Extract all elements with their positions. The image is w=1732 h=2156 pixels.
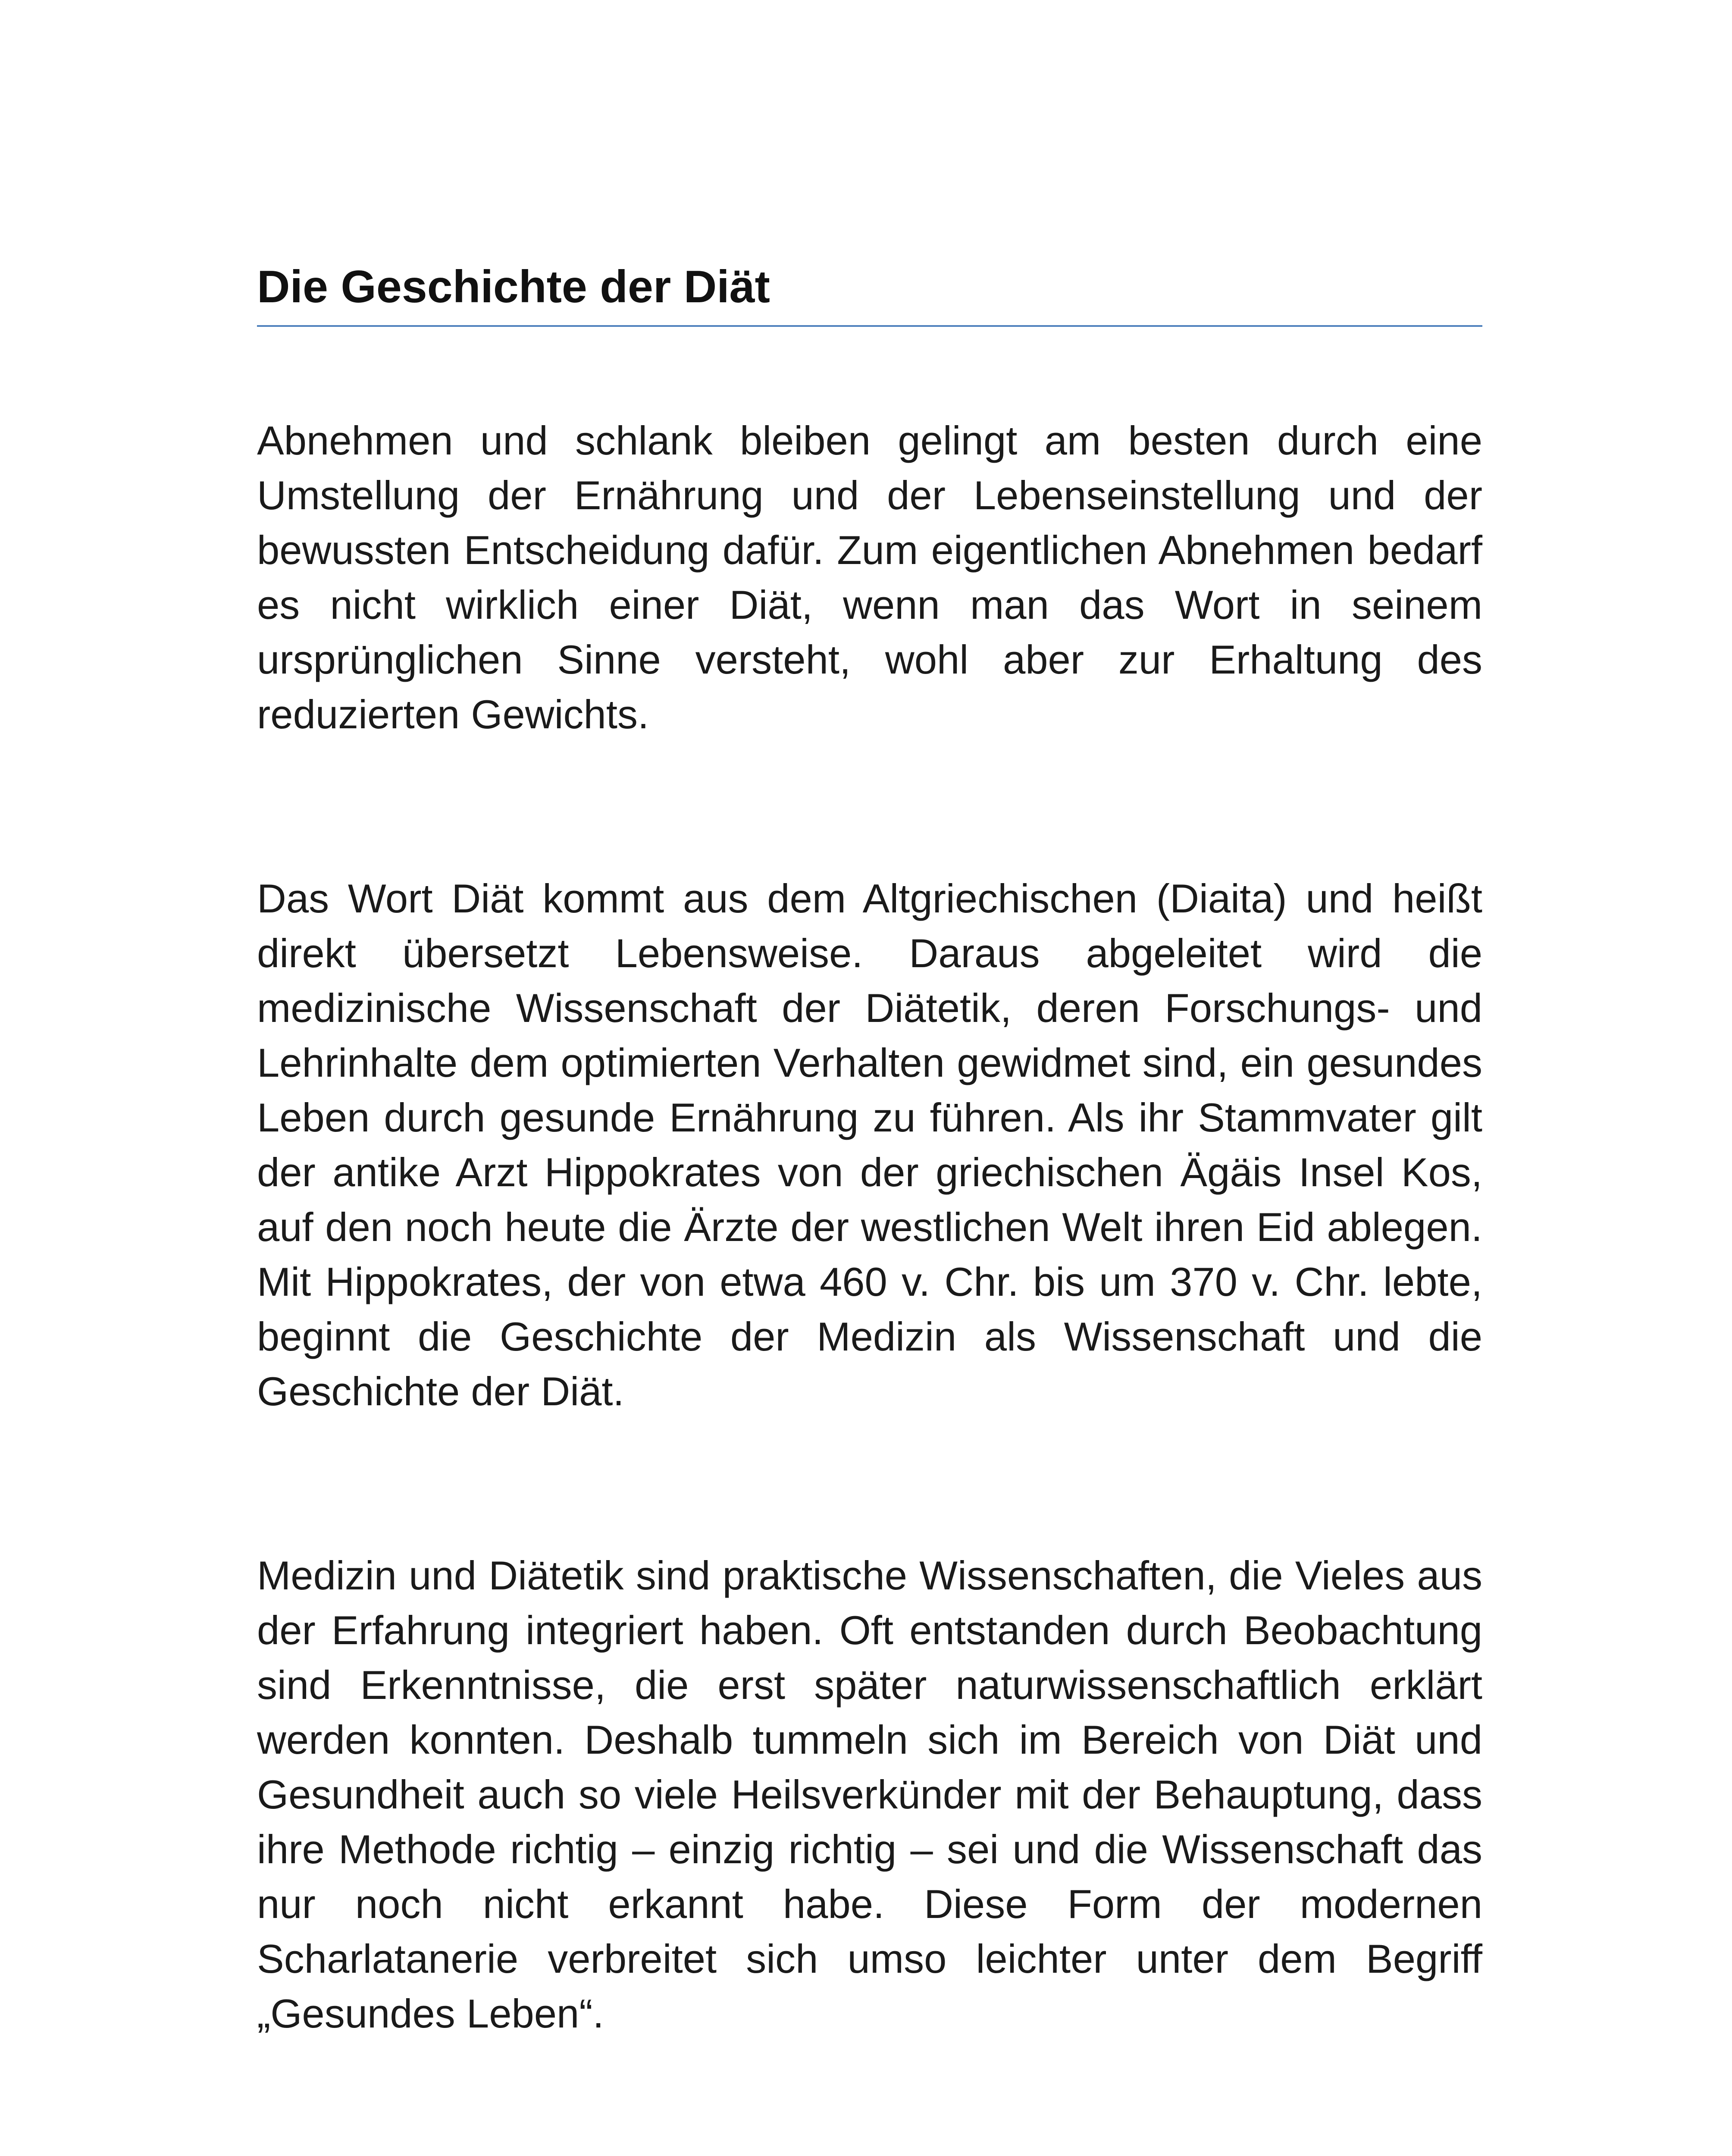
paragraph-1: Abnehmen und schlank bleiben gelingt am besten durch eine Umstellung der Ernährung und der Lebenseinstellung und der bewussten Entscheidung dafür. Zum eigentlichen Abnehmen bedarf es nicht wirklich einer Diät, wenn man das Wort in seinem ursprünglichen Sinne versteht, wohl aber zur Erhaltung des reduzierten Gewichts.: [257, 418, 1482, 737]
paragraph-3: Medizin und Diätetik sind praktische Wissenschaften, die Vieles aus der Erfahrung integriert haben. Oft entstanden durch Beobachtung sind Erkenntnisse, die erst später naturwissenschaftlich erklärt werden konnten. Deshalb tummeln sich im Bereich von Diät und Gesundheit auch so viele Heilsverkünder mit der Behauptung, dass ihre Methode richtig – einzig richtig – sei und die Wissenschaft das nur noch nicht erkannt habe. Diese Form der modernen Scharlatanerie verbreitet sich umso leichter unter dem Begriff „Gesundes Leben“.: [257, 1553, 1482, 2036]
page-content: [257, 259, 1482, 2041]
section-heading: Die Geschichte der Diät: [257, 259, 1482, 327]
paragraph-2: Das Wort Diät kommt aus dem Altgriechischen (Diaita) und heißt direkt übersetzt Lebensweise. Daraus abgeleitet wird die medizinische Wissenschaft der Diätetik, deren Forschungs- und Lehrinhalte dem optimierten Verhalten gewidmet sind, ein gesundes Leben durch gesunde Ernährung zu führen. Als ihr Stammvater gilt der antike Arzt Hippokrates von der griechischen Ägäis Insel Kos, auf den noch heute die Ärzte der westlichen Welt ihren Eid ablegen. Mit Hippokrates, der von etwa 460 v. Chr. bis um 370 v. Chr. lebte, beginnt die Geschichte der Medizin als Wissenschaft und die Geschichte der Diät.: [257, 876, 1482, 1414]
